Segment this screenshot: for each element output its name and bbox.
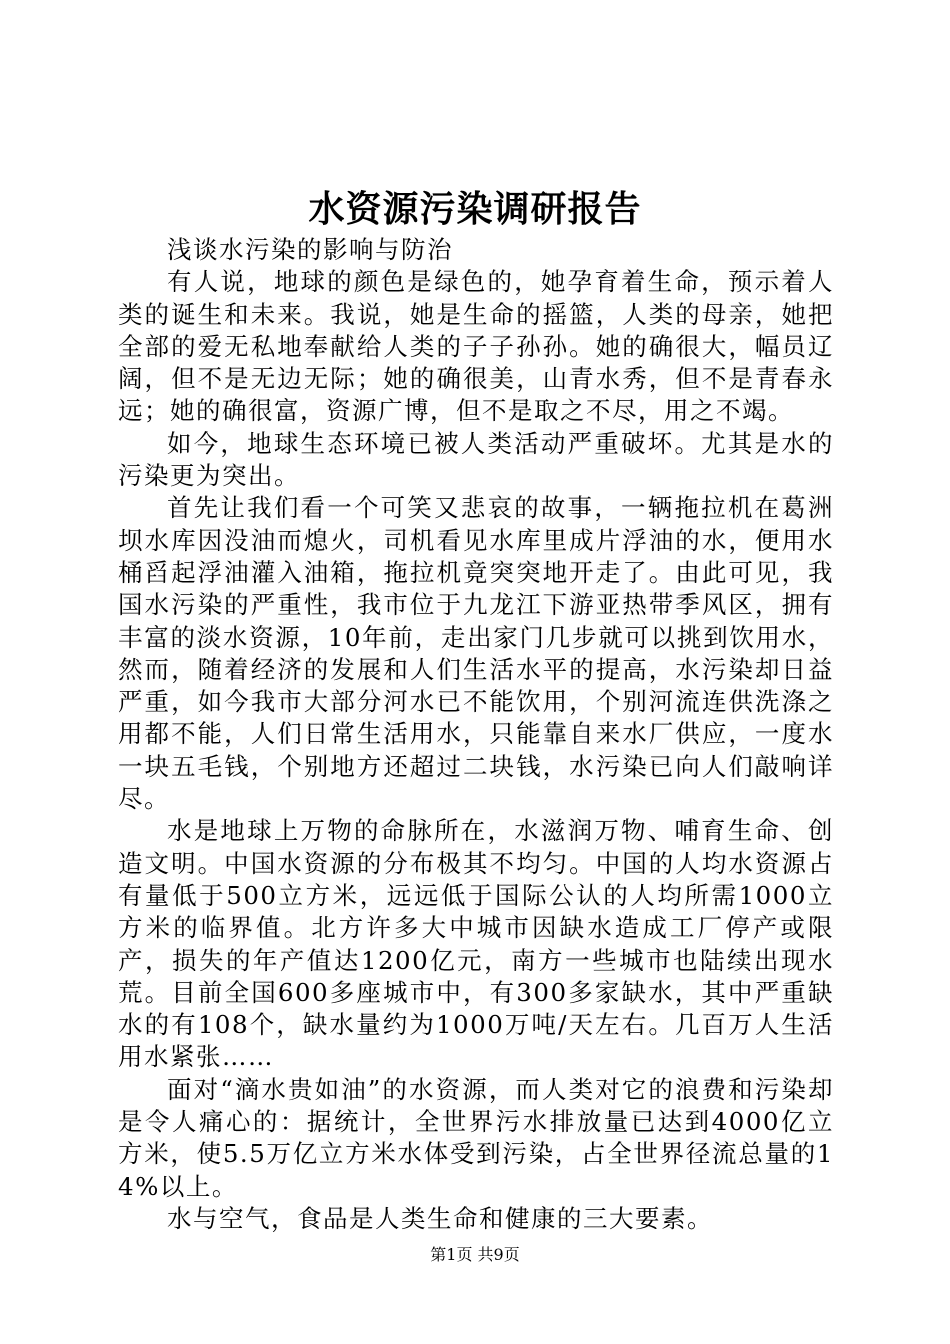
- body-paragraph: 首先让我们看一个可笑又悲哀的故事，一辆拖拉机在葛洲坝水库因没油而熄火，司机看见水库里成片浮油的水，便用水桶舀起浮油灌入油箱，拖拉机竟突突地开走了。由此可见，我国水污染的严重性，我市位于九龙江下游亚热带季风区，拥有丰富的淡水资源，10年前，走出家门几步就可以挑到饮用水，然而，随着经济的发展和人们生活水平的提高，水污染却日益严重，如今我市大部分河水已不能饮用，个别河流连供洗涤之用都不能，人们日常生活用水，只能靠自来水厂供应，一度水一块五毛钱，个别地方还超过二块钱，水污染已向人们敲响详尽。: [118, 493, 834, 814]
- body-paragraph: 有人说，地球的颜色是绿色的，她孕育着生命，预示着人类的诞生和未来。我说，她是生命的摇篮，人类的母亲，她把全部的爱无私地奉献给人类的子子孙孙。她的确很大，幅员辽阔，但不是无边无际；她的确很美，山青水秀，但不是青春永远；她的确很富，资源广博，但不是取之不尽，用之不竭。: [118, 267, 834, 426]
- page-footer: 第1页 共9页: [430, 1245, 520, 1264]
- body-paragraph: 水是地球上万物的命脉所在，水滋润万物、哺育生命、创造文明。中国水资源的分布极其不均匀。中国的人均水资源占有量低于500立方米，远远低于国际公认的人均所需1000立方米的临界值。北方许多大中城市因缺水造成工厂停产或限产，损失的年产值达1200亿元，南方一些城市也陆续出现水荒。目前全国600多座城市中，有300多家缺水，其中严重缺水的有108个，缺水量约为1000万吨/天左右。几百万人生活用水紧张……: [118, 816, 834, 1072]
- body-paragraph: 如今，地球生态环境已被人类活动严重破坏。尤其是水的污染更为突出。: [118, 428, 834, 491]
- subtitle-paragraph: 浅谈水污染的影响与防治: [167, 235, 453, 264]
- body-paragraph: 面对“滴水贵如油”的水资源，而人类对它的浪费和污染却是令人痛心的：据统计，全世界污水排放量已达到4000亿立方米，使5.5万亿立方米水体受到污染，占全世界径流总量的14%以上。: [118, 1074, 834, 1201]
- document-body: [118, 234, 834, 1235]
- body-paragraph: 水与空气，食品是人类生命和健康的三大要素。: [167, 1203, 713, 1233]
- document-title: 水资源污染调研报告: [308, 188, 642, 230]
